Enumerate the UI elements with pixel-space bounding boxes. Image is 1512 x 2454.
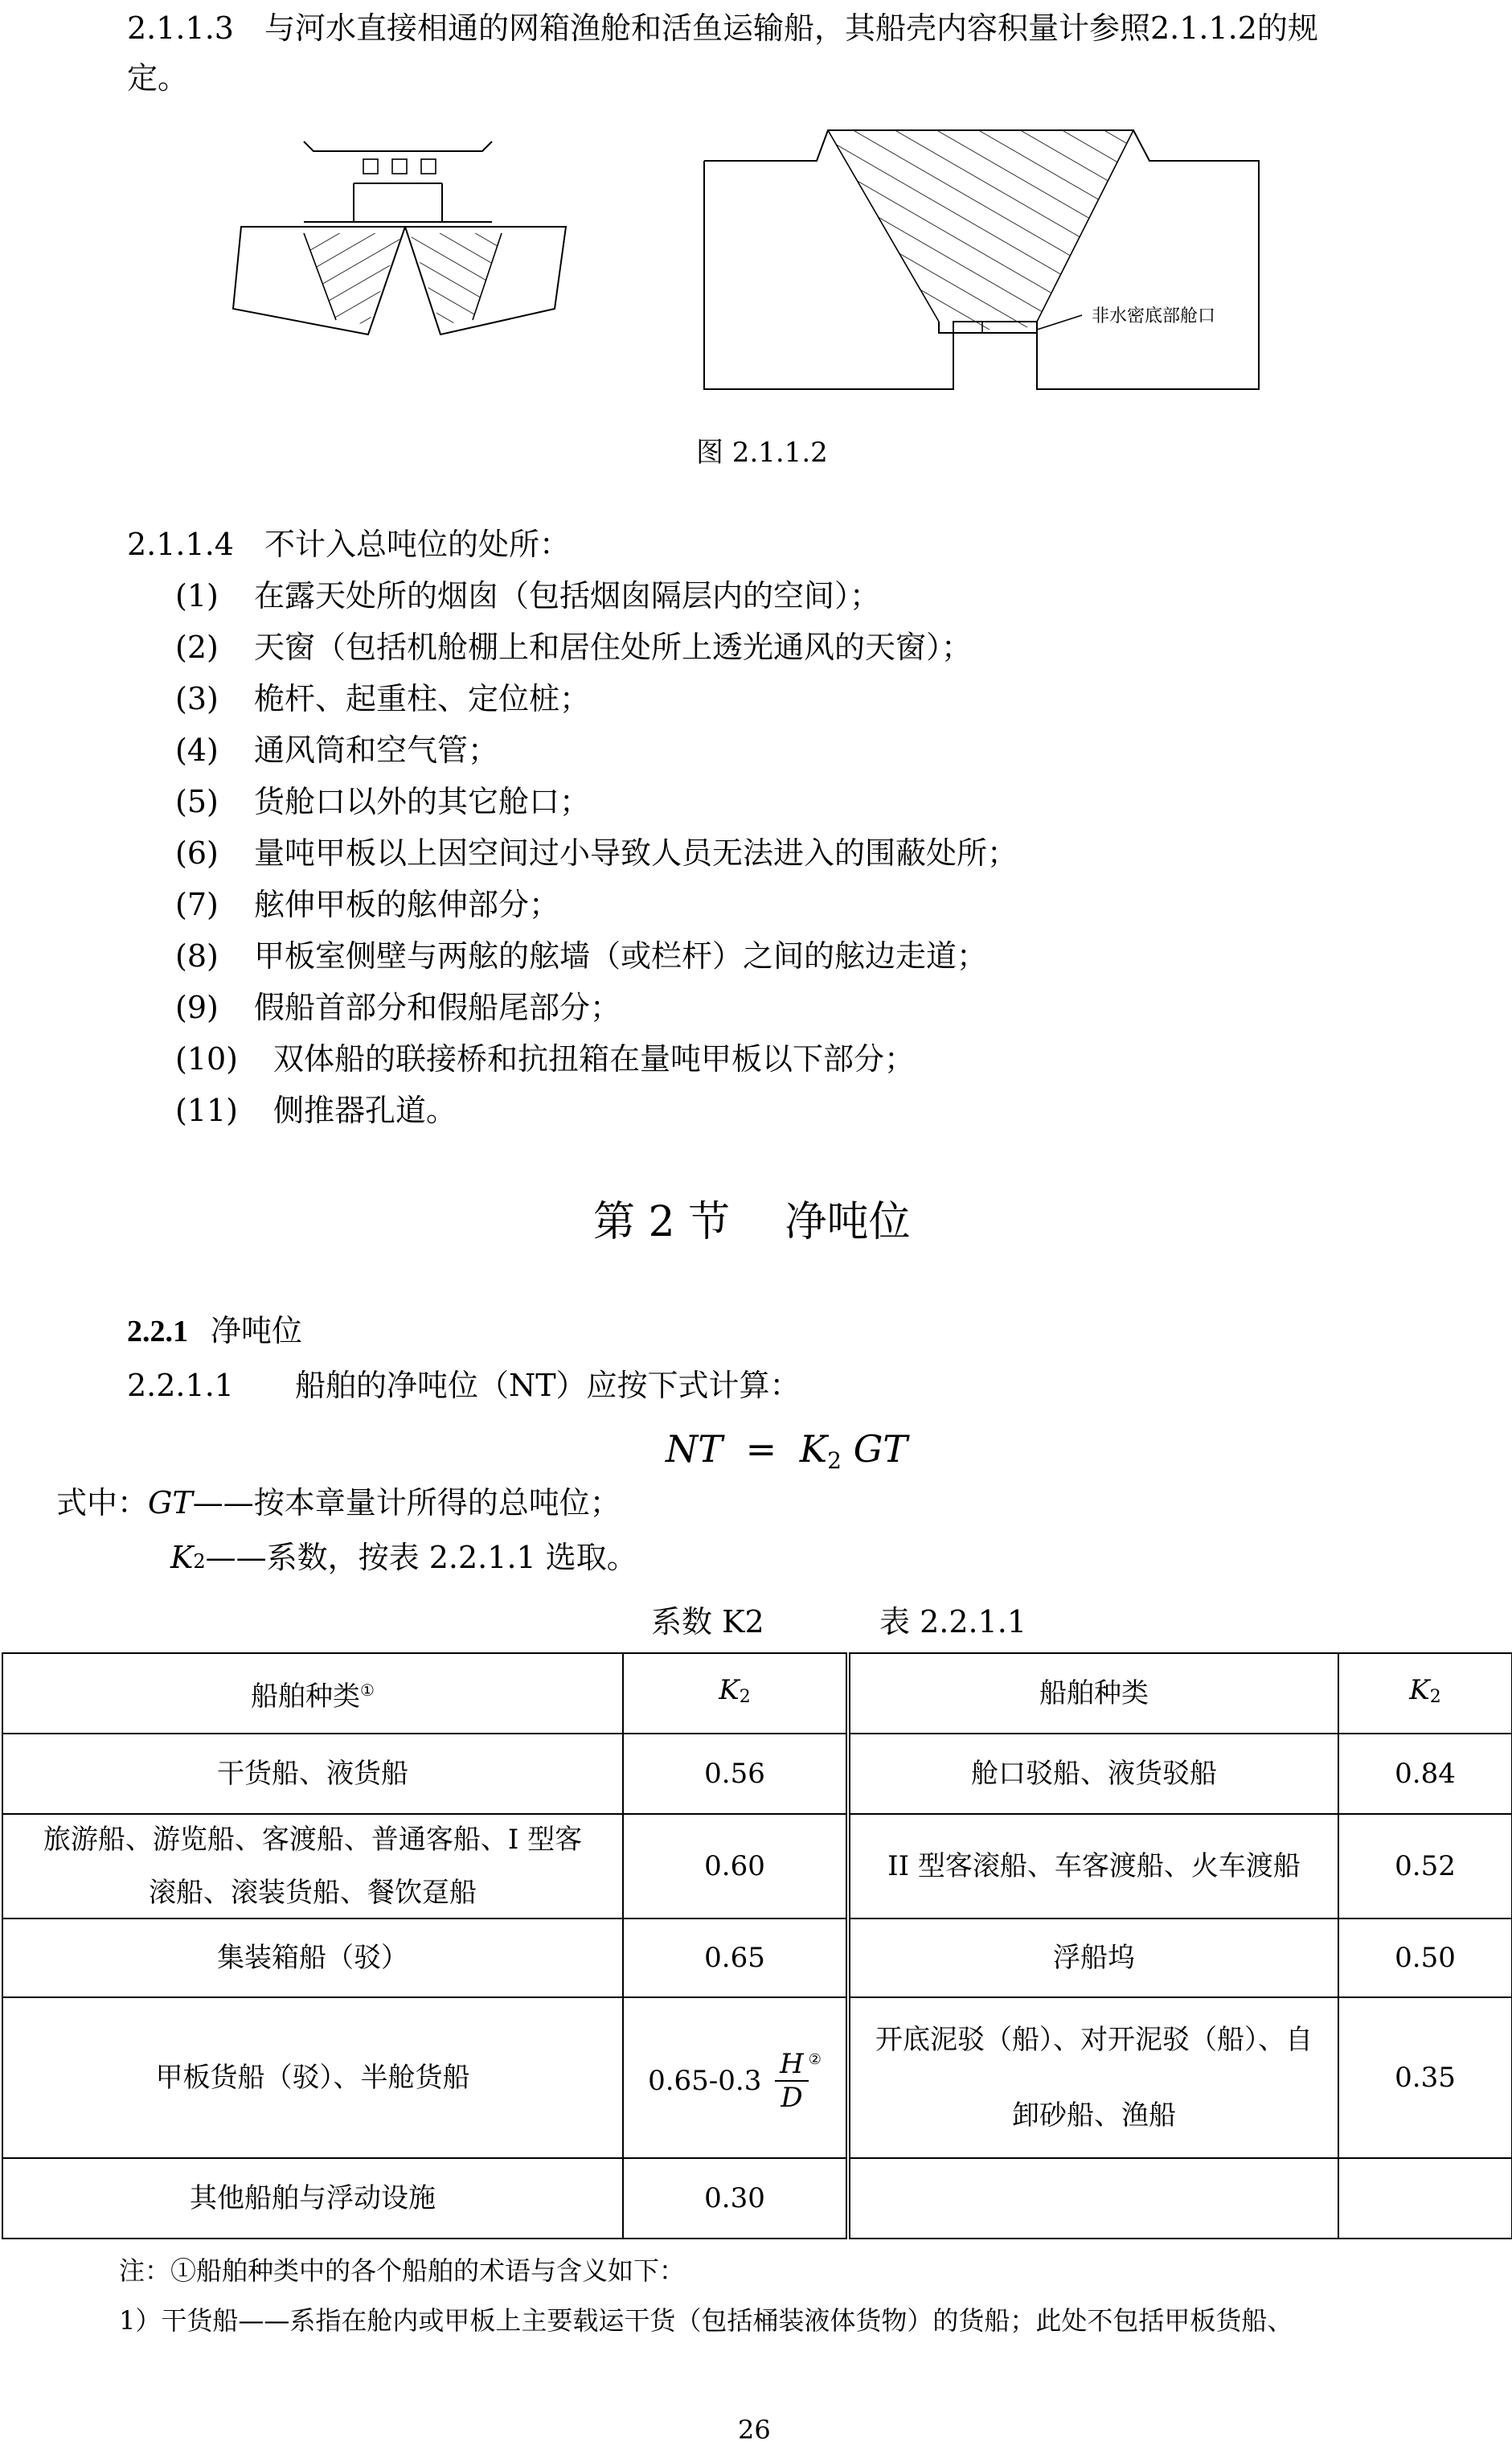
where-gt: 式中：GT——按本章量计所得的总吨位；	[56, 1485, 621, 1520]
list-item: (7) 舷伸甲板的舷伸部分；	[175, 887, 560, 922]
left-boat-sketch	[233, 142, 566, 334]
nonwatertight-hatch-label: 非水密底部舱口	[1092, 306, 1216, 326]
list-item: (2) 天窗（包括机舱棚上和居住处所上透光通风的天窗）；	[175, 630, 973, 665]
header-ship-type-2: 船舶种类	[848, 1653, 1338, 1734]
coefficient-table	[2, 1652, 1512, 2239]
list-item: (4) 通风筒和空气管；	[175, 733, 499, 768]
clause-2113-line2: 定。	[127, 60, 189, 96]
table-row: 旅游船、游览船、客渡船、普通客船、I 型客 滚船、滚装货船、餐饮趸船 0.60 II 型客滚船、车客渡船、火车渡船 0.52	[2, 1814, 1512, 1918]
clause-2114-heading: 2.1.1.4 不计入总吨位的处所：	[127, 527, 570, 562]
list-item: (9) 假船首部分和假船尾部分；	[175, 990, 621, 1025]
note-2: 1）干货船——系指在舱内或甲板上主要载运干货（包括桶装液体货物）的货船；此处不包括甲板货船、	[119, 2305, 1293, 2336]
page-number: 26	[738, 2415, 771, 2445]
clause-221-heading: 2.2.1 净吨位	[127, 1313, 303, 1348]
list-item: (1) 在露天处所的烟囱（包括烟囱隔层内的空间）；	[175, 578, 881, 614]
list-item: (8) 甲板室侧壁与两舷的舷墙（或栏杆）之间的舷边走道；	[175, 938, 988, 974]
header-k2-2: K2	[1338, 1653, 1512, 1734]
right-boat-sketch	[704, 130, 1259, 389]
clause-2113-line1: 2.1.1.3 与河水直接相通的网箱渔舱和活鱼运输船，其船壳内容积量计参照2.1.1.2的规	[127, 10, 1318, 46]
where-k2: K2——系数，按表 2.2.1.1 选取。	[170, 1540, 637, 1575]
table-title: 系数 K2	[651, 1604, 764, 1639]
table-row: 集装箱船（驳） 0.65 浮船坞 0.50	[2, 1918, 1512, 1997]
figure-2112	[0, 0, 1512, 418]
list-item: (3) 桅杆、起重柱、定位桩；	[175, 681, 591, 716]
note-1: 注：①船舶种类中的各个船舶的术语与含义如下：	[119, 2255, 686, 2286]
table-number: 表 2.2.1.1	[879, 1604, 1027, 1639]
formula-cell: 0.65-0.3 $\frac{H}{D}$ ②	[623, 1997, 848, 2158]
table-row: 干货船、液货船 0.56 舱口驳船、液货驳船 0.84	[2, 1734, 1512, 1814]
list-item: (5) 货舱口以外的其它舱口；	[175, 784, 591, 819]
list-item: (6) 量吨甲板以上因空间过小导致人员无法进入的围蔽处所；	[175, 835, 1018, 871]
header-ship-type: 船舶种类①	[2, 1653, 623, 1734]
list-item: (11) 侧推器孔道。	[175, 1093, 457, 1128]
formula-nt: NT = K2 GT	[666, 1427, 908, 1474]
section-title: 第 2 节 净吨位	[593, 1198, 911, 1246]
clause-2211: 2.2.1.1 船舶的净吨位（NT）应按下式计算：	[127, 1368, 801, 1403]
header-k2: K2	[623, 1653, 848, 1734]
list-item: (10) 双体船的联接桥和抗扭箱在量吨甲板以下部分；	[175, 1041, 916, 1077]
table-row: 其他船舶与浮动设施 0.30	[2, 2158, 1512, 2239]
table-row: 甲板货船（驳）、半舱货船 0.65-0.3 $\frac{H}{D}$ ② 开底泥驳（船）、对开泥驳（船）、自 卸砂船、渔船 0.35	[2, 1997, 1512, 2158]
table-header-row	[2, 1653, 1512, 1734]
figure-caption: 图 2.1.1.2	[696, 437, 828, 469]
